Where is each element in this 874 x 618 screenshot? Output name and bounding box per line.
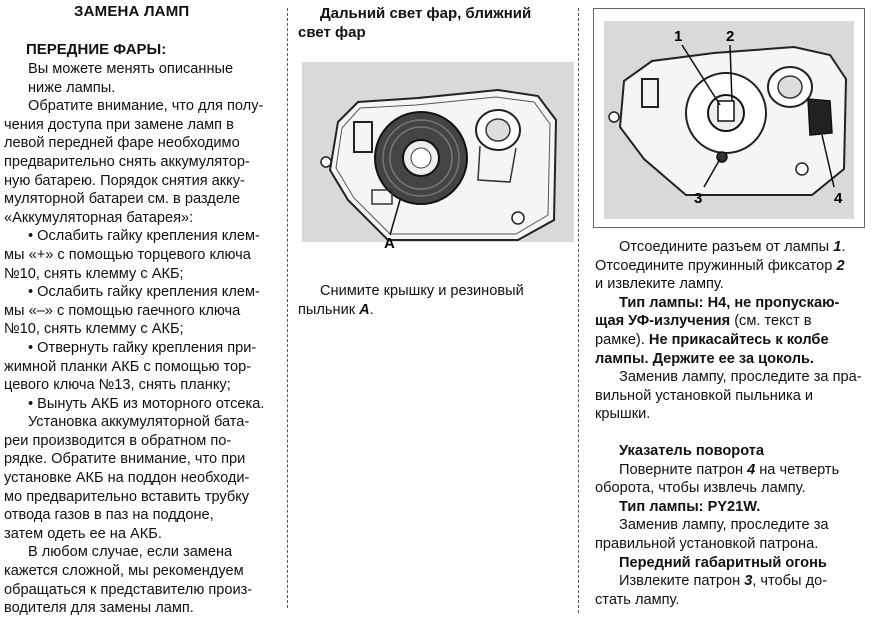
- left-text-line: затем одеть ее на АКБ.: [4, 525, 162, 542]
- figure-label-3: 3: [694, 190, 703, 207]
- part-reference: 1: [833, 239, 842, 255]
- text-run: лампы. Держите ее за цоколь.: [595, 350, 814, 367]
- text-run: Извлеките патрон: [619, 573, 745, 590]
- figure-label-a: A: [384, 235, 395, 252]
- left-text-line: • Отвернуть гайку крепления при-: [28, 339, 257, 356]
- left-text-line: В любом случае, если замена: [28, 544, 233, 561]
- part-reference: 3: [744, 573, 753, 590]
- text-run: Поверните патрон: [619, 461, 748, 478]
- right-text-line: [595, 405, 867, 424]
- left-text-line: предварительно снять аккумулятор-: [4, 153, 250, 170]
- column-divider-1: [287, 8, 288, 608]
- left-text-line: • Ослабить гайку крепления клем-: [28, 284, 260, 301]
- left-text-line: • Ослабить гайку крепления клем-: [28, 228, 260, 245]
- headlight-section-heading: [298, 5, 582, 42]
- left-text-block: [4, 60, 278, 618]
- left-text-line: №10, снять клемму с АКБ;: [4, 321, 184, 338]
- right-text-line: [595, 442, 867, 461]
- text-run: Отсоедините пружинный фиксатор: [595, 257, 837, 274]
- text-run: Отсоедините разъем от лампы: [619, 239, 834, 255]
- column-divider-2: [578, 8, 579, 613]
- right-text-line: [595, 461, 867, 480]
- left-text-line: ниже лампы.: [28, 79, 116, 96]
- text-run: Передний габаритный огонь: [619, 554, 827, 571]
- text-run: оборота, чтобы извлечь лампу.: [595, 480, 806, 497]
- left-text-line: левой передней фаре необходимо: [4, 135, 240, 152]
- right-text-line: [595, 535, 867, 554]
- left-text-line: • Вынуть АКБ из моторного отсека.: [28, 395, 265, 412]
- right-text-line: [595, 387, 867, 406]
- figure-label-1: 1: [674, 28, 683, 45]
- right-text-line: [595, 516, 867, 535]
- text-run: Заменив лампу, проследите за пра-: [619, 369, 862, 386]
- right-text-line: [595, 498, 867, 517]
- left-text-line: цевого ключа №13, снять планку;: [4, 377, 231, 394]
- text-run: , чтобы до-: [752, 573, 828, 590]
- text-run: (см. текст в: [730, 313, 812, 330]
- left-text-line: мо предварительно вставить трубку: [4, 488, 250, 505]
- headlight-cover-illustration: [298, 50, 578, 256]
- headlight-lamp-figure: [593, 8, 865, 228]
- text-run: Указатель поворота: [619, 442, 765, 459]
- left-text-line: Вы можете менять описанные: [28, 61, 234, 77]
- right-text-line: [595, 238, 867, 257]
- text-run: рамке).: [595, 331, 649, 348]
- text-run: вильной установкой пыльника и: [595, 387, 814, 404]
- text-run: .: [841, 239, 846, 255]
- left-text-line: рядке. Обратите внимание, что при: [4, 451, 246, 468]
- left-text-line: Установка аккумуляторной бата-: [28, 414, 250, 431]
- left-text-line: реи производится в обратном по-: [4, 432, 232, 449]
- left-text-line: кажется сложной, мы рекомендуем: [4, 563, 244, 580]
- right-text-line: [595, 350, 867, 369]
- figure-label-4: 4: [834, 190, 843, 207]
- right-text-line: [595, 331, 867, 350]
- left-text-line: мы «+» с помощью торцевого ключа: [4, 246, 251, 263]
- left-text-line: чения доступа при замене ламп в: [4, 116, 234, 133]
- part-ref-a: A: [359, 301, 370, 318]
- text-run: крышки.: [595, 406, 651, 423]
- right-text-line: [595, 479, 867, 498]
- right-text-line: [595, 591, 867, 610]
- left-text-line: отвода газов в паз на поддоне,: [4, 507, 214, 524]
- heading-line-1: Дальний свет фар, ближний: [320, 5, 532, 22]
- left-text-line: «Аккумуляторная батарея»:: [4, 209, 194, 226]
- left-text-line: установке АКБ на поддон необходи-: [4, 470, 250, 487]
- text-run: правильной установкой патрона.: [595, 535, 819, 552]
- text-run: стать лампу.: [595, 591, 680, 608]
- right-text-block: [595, 238, 867, 609]
- text-run: Заменив лампу, проследите за: [619, 517, 829, 534]
- figure-label-2: 2: [726, 28, 735, 45]
- right-text-line: [595, 554, 867, 573]
- middle-line-2-end: .: [369, 301, 374, 318]
- right-text-line: [595, 368, 867, 387]
- text-run: на четверть: [755, 461, 840, 478]
- right-text-line: [595, 312, 867, 331]
- left-text-line: Обратите внимание, что для полу-: [28, 98, 264, 115]
- headlight-rear-figure: [298, 50, 578, 256]
- text-run: Тип лампы: PY21W.: [619, 498, 761, 515]
- right-text-line: [595, 294, 867, 313]
- left-text-line: водителя для замены ламп.: [4, 600, 194, 617]
- part-reference: 4: [747, 461, 756, 478]
- left-text-line: №10, снять клемму с АКБ;: [4, 265, 184, 282]
- part-reference: 2: [836, 257, 845, 274]
- left-text-line: ную батарею. Порядок снятия акку-: [4, 172, 245, 189]
- middle-line-2: [298, 301, 580, 320]
- text-run: Тип лампы: H4, не пропускаю-: [619, 294, 840, 311]
- middle-line-2-text: пыльник: [298, 301, 360, 318]
- text-run: и извлеките лампу.: [595, 276, 724, 293]
- section-subtitle: ПЕРЕДНИЕ ФАРЫ:: [26, 41, 167, 58]
- text-run: щая УФ-излучения: [595, 313, 731, 330]
- text-run: Не прикасайтесь к колбе: [648, 331, 829, 348]
- heading-line-2: свет фар: [298, 23, 366, 41]
- right-text-line: [595, 572, 867, 591]
- middle-text-block: [298, 282, 580, 319]
- left-text-line: жимной планки АКБ с помощью тор-: [4, 358, 252, 375]
- middle-line-1: Снимите крышку и резиновый: [320, 283, 524, 299]
- left-text-line: мы «–» с помощью гаечного ключа: [4, 302, 241, 319]
- left-text-line: муляторной батареи см. в разделе: [4, 191, 241, 208]
- right-text-line: [595, 275, 867, 294]
- lamp-positions-illustration: [594, 9, 864, 227]
- section-title: ЗАМЕНА ЛАМП: [74, 3, 190, 20]
- left-text-line: обращаться к представителю произ-: [4, 581, 253, 598]
- right-text-line: [595, 257, 867, 276]
